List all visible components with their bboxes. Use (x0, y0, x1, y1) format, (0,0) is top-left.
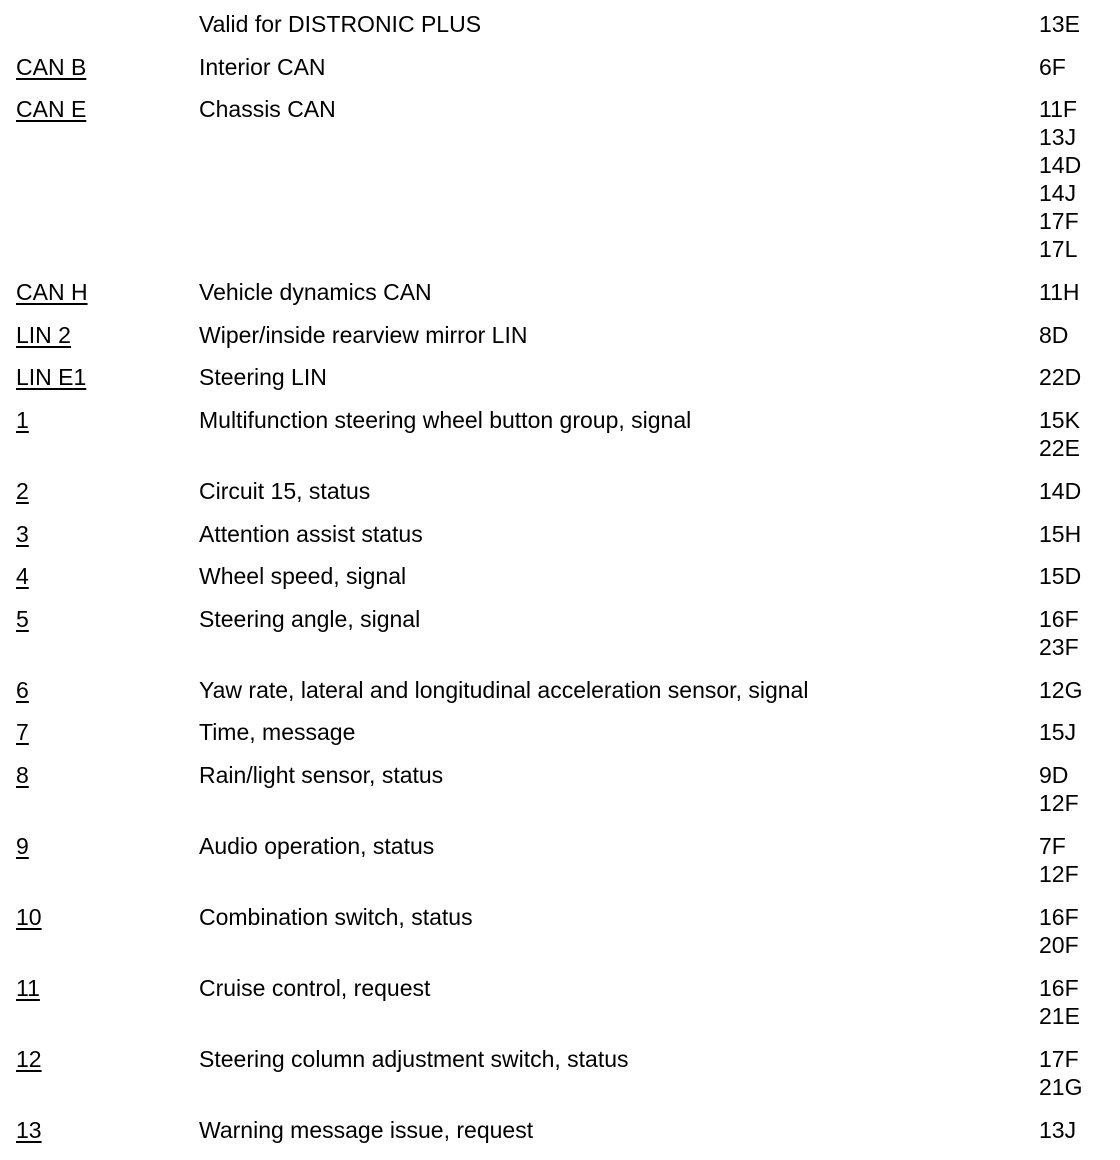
legend-row (0, 562, 1120, 590)
legend-grid-references (1039, 477, 1081, 505)
legend-code (0, 363, 199, 391)
legend-code-link[interactable]: 13 (16, 1116, 42, 1143)
legend-code (0, 321, 199, 349)
grid-reference: 13E (1039, 11, 1080, 37)
grid-reference: 13J (1039, 1116, 1077, 1143)
legend-row (0, 676, 1120, 704)
grid-reference: 11H (1039, 279, 1080, 306)
grid-reference: 22E (1039, 434, 1080, 461)
grid-reference: 15K (1039, 406, 1080, 433)
legend-row (0, 903, 1120, 959)
legend-code-link[interactable]: 4 (16, 563, 29, 590)
legend-row (0, 520, 1120, 548)
legend-row (0, 477, 1120, 505)
legend-grid-references (1039, 53, 1066, 81)
legend-description: Time, message (199, 719, 356, 746)
legend-description: Attention assist status (199, 520, 423, 547)
legend-code-link[interactable]: 2 (16, 477, 29, 504)
legend-description: Wheel speed, signal (199, 563, 407, 590)
legend-row (0, 53, 1120, 81)
grid-reference: 12G (1039, 676, 1083, 703)
legend-code-link[interactable]: 7 (16, 719, 29, 746)
grid-reference: 12F (1039, 860, 1079, 887)
legend-row (0, 363, 1120, 391)
grid-reference: 15J (1039, 719, 1077, 746)
legend-row (0, 718, 1120, 746)
legend-grid-references (1039, 1045, 1082, 1101)
legend-code (0, 477, 199, 505)
legend-description: Chassis CAN (199, 96, 336, 123)
legend-code-link[interactable]: CAN E (16, 96, 87, 123)
legend-row (0, 605, 1120, 661)
grid-reference: 9D (1039, 761, 1069, 788)
legend-code (0, 53, 199, 81)
grid-reference: 15H (1039, 520, 1082, 547)
legend-code-link[interactable]: 6 (16, 676, 29, 703)
legend-description: Wiper/inside rearview mirror LIN (199, 321, 528, 348)
grid-reference: 13J (1039, 124, 1077, 151)
grid-reference: 23F (1039, 633, 1079, 660)
legend-code (0, 406, 199, 434)
legend-description: Valid for DISTRONIC PLUS (199, 11, 482, 37)
legend-description: Steering angle, signal (199, 605, 421, 632)
signal-legend-table (0, 10, 1120, 1159)
grid-reference: 15D (1039, 563, 1082, 590)
legend-grid-references (1039, 832, 1079, 888)
legend-code-link[interactable]: LIN 2 (16, 321, 71, 348)
legend-grid-references (1039, 718, 1076, 746)
grid-reference: 14D (1039, 477, 1082, 504)
legend-row (0, 974, 1120, 1030)
grid-reference: 11F (1039, 96, 1077, 123)
grid-reference: 20F (1039, 931, 1079, 958)
legend-code-link[interactable]: 11 (16, 974, 40, 1001)
legend-grid-references (1039, 761, 1079, 817)
grid-reference: 16F (1039, 974, 1079, 1001)
legend-code (0, 605, 199, 633)
legend-grid-references (1039, 363, 1081, 391)
grid-reference: 16F (1039, 605, 1079, 632)
legend-description: Combination switch, status (199, 903, 473, 930)
legend-code-link[interactable]: 8 (16, 761, 29, 788)
grid-reference: 8D (1039, 321, 1069, 348)
legend-description: Steering column adjustment switch, status (199, 1045, 629, 1072)
legend-row (0, 832, 1120, 888)
legend-description: Rain/light sensor, status (199, 761, 444, 788)
legend-grid-references (1039, 605, 1079, 661)
legend-code (0, 1116, 199, 1144)
grid-reference: 6F (1039, 53, 1066, 80)
legend-row (0, 1045, 1120, 1101)
legend-code (0, 718, 199, 746)
legend-grid-references (1039, 278, 1080, 306)
legend-code-link[interactable]: CAN B (16, 53, 87, 80)
legend-grid-references (1039, 406, 1080, 462)
legend-description: Audio operation, status (199, 832, 435, 859)
legend-code-link[interactable]: 12 (16, 1045, 42, 1072)
grid-reference: 21G (1039, 1073, 1083, 1100)
legend-row (0, 406, 1120, 462)
legend-code-link[interactable]: 3 (16, 520, 29, 547)
legend-description: Yaw rate, lateral and longitudinal acceleration sensor, signal (199, 676, 809, 703)
legend-description: Cruise control, request (199, 974, 431, 1001)
grid-reference: 17F (1039, 208, 1079, 235)
legend-code (0, 278, 199, 306)
grid-reference: 7F (1039, 832, 1066, 859)
legend-row (0, 761, 1120, 817)
legend-description: Interior CAN (199, 53, 326, 80)
legend-grid-references (1039, 903, 1079, 959)
legend-code (0, 520, 199, 548)
legend-row (0, 321, 1120, 349)
legend-grid-references (1039, 95, 1081, 263)
legend-code (0, 676, 199, 704)
grid-reference: 16F (1039, 903, 1079, 930)
legend-code-link[interactable]: CAN H (16, 279, 88, 306)
legend-grid-references (1039, 562, 1081, 590)
legend-row (0, 278, 1120, 306)
legend-code-link[interactable]: LIN E1 (16, 364, 87, 391)
legend-code-link[interactable]: 10 (16, 903, 42, 930)
legend-code (0, 95, 199, 123)
legend-row (0, 1116, 1120, 1144)
legend-description: Steering LIN (199, 364, 327, 391)
grid-reference: 22D (1039, 364, 1082, 391)
legend-grid-references (1039, 676, 1082, 704)
grid-reference: 14J (1039, 180, 1077, 207)
legend-code (0, 974, 199, 1002)
legend-code-link[interactable]: 5 (16, 605, 29, 632)
legend-description: Warning message issue, request (199, 1116, 534, 1143)
grid-reference: 17L (1039, 236, 1078, 263)
legend-grid-references (1039, 520, 1081, 548)
legend-code (0, 761, 199, 789)
legend-row (0, 95, 1120, 263)
legend-description: Multifunction steering wheel button group, signal (199, 406, 692, 433)
legend-grid-references (1039, 974, 1080, 1030)
legend-grid-references (1039, 321, 1068, 349)
legend-description: Circuit 15, status (199, 477, 371, 504)
grid-reference: 21E (1039, 1002, 1080, 1029)
grid-reference: 17F (1039, 1045, 1079, 1072)
legend-code (0, 832, 199, 860)
legend-code (0, 1045, 199, 1073)
legend-row (0, 10, 1120, 38)
legend-code (0, 903, 199, 931)
legend-grid-references (1039, 1116, 1076, 1144)
legend-code-link[interactable]: 1 (16, 406, 29, 433)
legend-description: Vehicle dynamics CAN (199, 279, 432, 306)
grid-reference: 12F (1039, 789, 1079, 816)
legend-code (0, 562, 199, 590)
legend-grid-references (1039, 10, 1080, 38)
grid-reference: 14D (1039, 152, 1082, 179)
legend-code-link[interactable]: 9 (16, 832, 29, 859)
